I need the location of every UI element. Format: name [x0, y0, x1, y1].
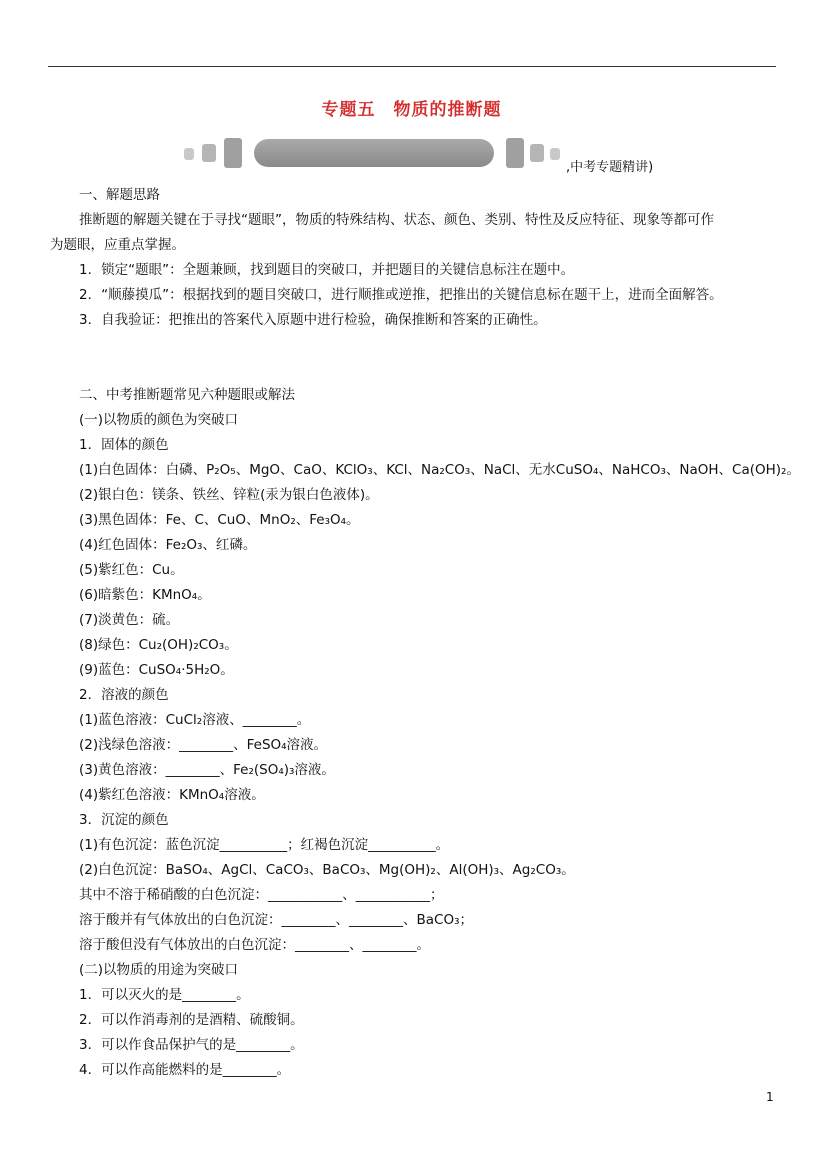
subsection-heading: (一)以物质的颜色为突破口	[79, 412, 239, 428]
page-number: 1	[766, 1090, 774, 1104]
list-item: 3．可以作食品保护气的是________。	[79, 1037, 304, 1053]
topic-heading: 2．溶液的颜色	[79, 687, 169, 703]
list-item: (1)白色固体：白磷、P₂O₅、MgO、CaO、KClO₃、KCl、Na₂CO₃、NaCl、无水CuSO₄、NaHCO₃、NaOH、Ca(OH)₂。	[79, 462, 800, 478]
paragraph-line: 为题眼，应重点掌握。	[50, 237, 185, 253]
banner-square	[530, 144, 544, 162]
list-item: (6)暗紫色：KMnO₄。	[79, 587, 211, 603]
list-item: 3．自我验证：把推出的答案代入原题中进行检验，确保推断和答案的正确性。	[79, 312, 547, 328]
list-item: (2)银白色：镁条、铁丝、锌粒(汞为银白色液体)。	[79, 487, 379, 503]
header-rule	[48, 66, 776, 67]
page-title: 专题五 物质的推断题	[321, 100, 502, 120]
list-item: (9)蓝色：CuSO₄·5H₂O。	[79, 662, 234, 678]
list-item: 1．可以灭火的是________。	[79, 987, 250, 1003]
list-item: 1．锁定“题眼”：全题兼顾，找到题目的突破口，并把题目的关键信息标注在题中。	[79, 262, 575, 278]
subsection-heading: (二)以物质的用途为突破口	[79, 962, 239, 978]
list-item: (2)浅绿色溶液：________、FeSO₄溶液。	[79, 737, 328, 753]
list-item: 其中不溶于稀硝酸的白色沉淀：___________、___________；	[79, 887, 444, 903]
banner-caption: ,中考专题精讲)	[566, 160, 654, 175]
banner-square	[550, 148, 560, 160]
list-item: (2)白色沉淀：BaSO₄、AgCl、CaCO₃、BaCO₃、Mg(OH)₂、Al(OH)₃、Ag₂CO₃。	[79, 862, 575, 878]
list-item: (3)黑色固体：Fe、C、CuO、MnO₂、Fe₃O₄。	[79, 512, 360, 528]
topic-heading: 1．固体的颜色	[79, 437, 169, 453]
list-item: (3)黄色溶液：________、Fe₂(SO₄)₃溶液。	[79, 762, 335, 778]
list-item: (8)绿色：Cu₂(OH)₂CO₃。	[79, 637, 238, 653]
list-item: (7)淡黄色：硫。	[79, 612, 180, 628]
list-item: 2．可以作消毒剂的是酒精、硫酸铜。	[79, 1012, 304, 1028]
list-item: (4)紫红色溶液：KMnO₄溶液。	[79, 787, 265, 803]
list-item: (1)有色沉淀：蓝色沉淀__________；红褐色沉淀__________。	[79, 837, 450, 853]
list-item: (5)紫红色：Cu。	[79, 562, 184, 578]
banner-square	[202, 144, 216, 162]
topic-heading: 3．沉淀的颜色	[79, 812, 169, 828]
banner-square	[224, 138, 242, 168]
list-item: 溶于酸但没有气体放出的白色沉淀：________、________。	[79, 937, 430, 953]
paragraph-line: 推断题的解题关键在于寻找“题眼”，物质的特殊结构、状态、颜色、类别、特性及反应特征、现象等都可作	[79, 212, 714, 228]
list-item: 溶于酸并有气体放出的白色沉淀：________、________、BaCO₃；	[79, 912, 473, 928]
list-item: (4)红色固体：Fe₂O₃、红磷。	[79, 537, 257, 553]
list-item: 2．“顺藤摸瓜”：根据找到的题目突破口，进行顺推或逆推，把推出的关键信息标在题干上，进而全面解答。	[79, 287, 723, 303]
banner-square	[506, 138, 524, 168]
section-heading: 一、解题思路	[79, 187, 160, 203]
section-heading: 二、中考推断题常见六种题眼或解法	[79, 387, 295, 403]
list-item: (1)蓝色溶液：CuCl₂溶液、________。	[79, 712, 311, 728]
banner-pill	[254, 139, 494, 167]
list-item: 4．可以作高能燃料的是________。	[79, 1062, 291, 1078]
banner-square	[184, 148, 194, 160]
